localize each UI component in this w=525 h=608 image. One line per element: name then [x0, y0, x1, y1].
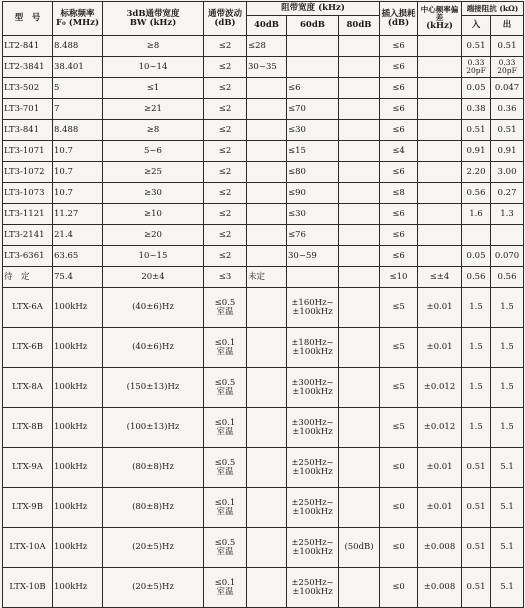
cell-zin: 1.5: [462, 288, 491, 328]
cell-s80: [339, 225, 380, 246]
table-header: [3, 2, 524, 36]
cell-cdev: [418, 183, 462, 204]
cell-model: LT2-841: [3, 36, 53, 57]
cell-s40: [247, 204, 287, 225]
cell-model: LTX-6B: [3, 328, 53, 368]
cell-stop-range: [287, 528, 339, 568]
cell-ripple: [204, 368, 247, 408]
cell-zin: [462, 225, 491, 246]
cell-bw: (20±5)Hz: [103, 528, 204, 568]
stop-range-from: ±250Hz~: [291, 497, 334, 508]
cell-cdev: [418, 162, 462, 183]
stop-range-to: ±100kHz: [292, 506, 333, 517]
cell-ripple: [204, 568, 247, 608]
cell-bw: ≥8: [103, 36, 204, 57]
cell-il: ≤6: [380, 120, 418, 141]
cell-model: LTX-10A: [3, 528, 53, 568]
cell-bw: 10~15: [103, 246, 204, 267]
cell-bw: (80±8)Hz: [103, 488, 204, 528]
ripple-condition: 室温: [216, 386, 234, 397]
cell-s40: [247, 183, 287, 204]
cell-s40: [247, 246, 287, 267]
cell-ripple: [204, 488, 247, 528]
cell-stop-range: [287, 488, 339, 528]
cell-s80: [339, 57, 380, 78]
cell-model: LTX-8A: [3, 368, 53, 408]
ripple-value: ≤0.5: [214, 297, 236, 308]
cell-il: ≤0: [380, 488, 418, 528]
cell-zin: 1.6: [462, 204, 491, 225]
ripple-value: ≤0.5: [214, 377, 236, 388]
header-imp-out: 出: [491, 16, 524, 36]
header-nominal-freq-unit: F₀ (MHz): [55, 17, 100, 28]
cell-s60: ≤76: [287, 225, 339, 246]
cell-ripple: [204, 288, 247, 328]
cell-ripple: ≤2: [204, 78, 247, 99]
cell-il: ≤6: [380, 246, 418, 267]
cell-cdev: ±0.01: [418, 448, 462, 488]
cell-model: LTX-10B: [3, 568, 53, 608]
table-body-lt: [3, 36, 524, 288]
table-row: [3, 141, 524, 162]
cell-s40: [247, 328, 287, 368]
cell-model: LT3-6361: [3, 246, 53, 267]
cell-s60: ≤70: [287, 99, 339, 120]
cell-s40: [247, 120, 287, 141]
cell-s60: ≤15: [287, 141, 339, 162]
cell-s60: ≤30: [287, 204, 339, 225]
cell-model: LT3-2141: [3, 225, 53, 246]
cell-ripple: [204, 408, 247, 448]
cell-s40: [247, 288, 287, 328]
cell-ripple: ≤2: [204, 246, 247, 267]
cell-il: ≤5: [380, 408, 418, 448]
cell-s60: ≤30: [287, 120, 339, 141]
cell-bw: ≥30: [103, 183, 204, 204]
header-il-unit: (dB): [387, 17, 410, 28]
cell-f0: 38.401: [53, 57, 103, 78]
cell-s60: [287, 267, 339, 288]
cell-cdev: [418, 57, 462, 78]
cell-f0: 100kHz: [53, 488, 103, 528]
cell-bw: ≥20: [103, 225, 204, 246]
cell-s80: [339, 288, 380, 328]
cell-il: ≤5: [380, 328, 418, 368]
cell-zout: 0.56: [491, 267, 524, 288]
cell-zin: 0.51: [462, 488, 491, 528]
cell-il: ≤0: [380, 568, 418, 608]
cell-zin: 1.5: [462, 368, 491, 408]
ripple-condition: 室温: [216, 306, 234, 317]
cell-zout: 3.00: [491, 162, 524, 183]
stop-range-to: ±100kHz: [292, 426, 333, 437]
cell-bw: ≥25: [103, 162, 204, 183]
cell-s40: 30~35: [247, 57, 287, 78]
cell-f0: 100kHz: [53, 528, 103, 568]
ripple-value: ≤0.1: [214, 577, 236, 588]
cell-bw: (40±6)Hz: [103, 288, 204, 328]
cell-cdev: [418, 204, 462, 225]
cell-f0: 75.4: [53, 267, 103, 288]
cell-s40: [247, 99, 287, 120]
cell-ripple: ≤2: [204, 204, 247, 225]
table-row: [3, 57, 524, 78]
cell-model: LTX-6A: [3, 288, 53, 328]
cell-il: ≤0: [380, 448, 418, 488]
stop-range-from: ±160Hz~: [291, 297, 334, 308]
cell-il: ≤6: [380, 36, 418, 57]
cell-s80: [339, 120, 380, 141]
cell-s60: [287, 57, 339, 78]
cell-s80: [339, 36, 380, 57]
cell-bw: ≤1: [103, 78, 204, 99]
table-row: [3, 328, 524, 368]
header-impedance: 端接阻抗 (kΩ): [462, 2, 524, 16]
header-cdev-label: 中心频率偏差: [420, 5, 459, 22]
cell-s80: [339, 162, 380, 183]
cell-s40: [247, 448, 287, 488]
cell-stop-range: [287, 568, 339, 608]
cell-f0: 10.7: [53, 183, 103, 204]
cell-zin: 0.56: [462, 183, 491, 204]
cell-stop-range: [287, 288, 339, 328]
header-ripple: [204, 2, 247, 36]
stop-range-from: ±250Hz~: [291, 537, 334, 548]
cell-ripple: [204, 528, 247, 568]
cell-ripple: ≤2: [204, 99, 247, 120]
cell-bw: ≥10: [103, 204, 204, 225]
cell-zout: 0.047: [491, 78, 524, 99]
header-ripple-unit: (dB): [214, 17, 236, 28]
cell-il: ≤10: [380, 267, 418, 288]
cell-s40: [247, 568, 287, 608]
cell-ripple: ≤2: [204, 36, 247, 57]
cell-s40: [247, 368, 287, 408]
ripple-condition: 室温: [216, 546, 234, 557]
cell-ripple: [204, 448, 247, 488]
cell-zin: 0.51: [462, 36, 491, 57]
cell-s40: 未定: [247, 267, 287, 288]
cell-zin: 0.51: [462, 568, 491, 608]
cell-model: LT3-1072: [3, 162, 53, 183]
cell-cdev: [418, 78, 462, 99]
cell-f0: 100kHz: [53, 288, 103, 328]
cell-model: LT2-3841: [3, 57, 53, 78]
stop-range-from: ±180Hz~: [291, 337, 334, 348]
cell-ripple: ≤2: [204, 225, 247, 246]
cell-bw: (100±13)Hz: [103, 408, 204, 448]
stop-range-from: ±250Hz~: [291, 577, 334, 588]
cell-bw: 10~14: [103, 57, 204, 78]
header-insertion-loss: [380, 2, 418, 36]
cell-il: ≤6: [380, 204, 418, 225]
header-bw3db-unit: BW (kHz): [129, 17, 177, 28]
cell-cdev: ±0.008: [418, 568, 462, 608]
cell-bw: 5~6: [103, 141, 204, 162]
cell-cdev: [418, 36, 462, 57]
table-row: [3, 568, 524, 608]
cell-s80: [339, 267, 380, 288]
header-imp-in: 入: [462, 16, 491, 36]
stop-range-from: ±250Hz~: [291, 457, 334, 468]
cell-zout: 0.070: [491, 246, 524, 267]
cell-zout: 1.5: [491, 408, 524, 448]
cell-il: ≤5: [380, 368, 418, 408]
stop-range-to: ±100kHz: [292, 586, 333, 597]
stop-range-to: ±100kHz: [292, 546, 333, 557]
ripple-condition: 室温: [216, 426, 234, 437]
table-row: [3, 120, 524, 141]
cell-zin: 0.38: [462, 99, 491, 120]
cell-s40: [247, 78, 287, 99]
ripple-value: ≤0.1: [214, 337, 236, 348]
header-il-label: 插入损耗: [381, 8, 416, 19]
cell-zout: 5.1: [491, 568, 524, 608]
cell-f0: 100kHz: [53, 408, 103, 448]
table-row: [3, 183, 524, 204]
cell-f0: 100kHz: [53, 368, 103, 408]
cell-f0: 10.7: [53, 141, 103, 162]
cell-f0: 63.65: [53, 246, 103, 267]
cell-s60: ≤6: [287, 78, 339, 99]
cell-s80: [339, 78, 380, 99]
cell-f0: 100kHz: [53, 328, 103, 368]
table-row: [3, 267, 524, 288]
cell-il: ≤6: [380, 225, 418, 246]
cell-cdev: ±0.008: [418, 528, 462, 568]
cell-s80: [339, 246, 380, 267]
cell-s80: [339, 204, 380, 225]
cell-zin: 2.20: [462, 162, 491, 183]
stop-range-to: ±100kHz: [292, 346, 333, 357]
cell-ripple: ≤2: [204, 120, 247, 141]
cell-s80: [339, 568, 380, 608]
cell-s40: [247, 225, 287, 246]
stop-range-from: ±300Hz~: [291, 377, 334, 388]
cell-s80: [339, 488, 380, 528]
cell-s40: [247, 408, 287, 448]
cell-cdev: ±0.01: [418, 328, 462, 368]
cell-zin: 0.56: [462, 267, 491, 288]
header-stop80: 80dB: [339, 16, 380, 36]
ripple-value: ≤0.1: [214, 497, 236, 508]
cell-f0: 8.488: [53, 120, 103, 141]
cell-f0: 21.4: [53, 225, 103, 246]
cell-s40: [247, 488, 287, 528]
cell-zout: 5.1: [491, 488, 524, 528]
cell-zout: [491, 225, 524, 246]
table-row: [3, 204, 524, 225]
cell-f0: 100kHz: [53, 568, 103, 608]
filter-spec-table: [2, 1, 524, 608]
cell-zout: 1.5: [491, 368, 524, 408]
cell-bw: 20±4: [103, 267, 204, 288]
cell-stop-range: [287, 368, 339, 408]
table-row: [3, 225, 524, 246]
cell-ripple: [204, 328, 247, 368]
table-row: [3, 288, 524, 328]
cell-cdev: [418, 120, 462, 141]
cell-s80: [339, 141, 380, 162]
cell-zout: 0.27: [491, 183, 524, 204]
ripple-value: ≤0.5: [214, 537, 236, 548]
table-row: [3, 528, 524, 568]
cell-stop-range: [287, 448, 339, 488]
cell-model: LT3-502: [3, 78, 53, 99]
ripple-value: ≤0.1: [214, 417, 236, 428]
cell-zin: 0.51: [462, 120, 491, 141]
cell-stop-range: [287, 408, 339, 448]
table-row: [3, 78, 524, 99]
cell-il: ≤4: [380, 141, 418, 162]
cell-model: LTX-8B: [3, 408, 53, 448]
cell-il: ≤8: [380, 183, 418, 204]
cell-s60: ≤90: [287, 183, 339, 204]
cell-s80: [339, 328, 380, 368]
cell-bw: (20±5)Hz: [103, 568, 204, 608]
cell-zin: 1.5: [462, 328, 491, 368]
cell-zout: 1.3: [491, 204, 524, 225]
cell-cdev: ±0.01: [418, 488, 462, 528]
cell-il: ≤5: [380, 288, 418, 328]
cell-cdev: [418, 225, 462, 246]
cell-bw: (80±8)Hz: [103, 448, 204, 488]
cell-s60: [287, 36, 339, 57]
cell-zin: 0.05: [462, 246, 491, 267]
stop-range-to: ±100kHz: [292, 306, 333, 317]
table-row: [3, 36, 524, 57]
table-row: [3, 99, 524, 120]
header-nominal-freq: [53, 2, 103, 36]
cell-zout: 0.51: [491, 120, 524, 141]
cell-cdev: ±0.012: [418, 408, 462, 448]
cell-s40: ≤28: [247, 36, 287, 57]
cell-f0: 100kHz: [53, 448, 103, 488]
table-row: [3, 368, 524, 408]
cell-zout: 0.33 20pF: [491, 57, 524, 78]
header-bw3db: [103, 2, 204, 36]
stop-range-to: ±100kHz: [292, 386, 333, 397]
cell-model: LTX-9B: [3, 488, 53, 528]
cell-cdev: ±0.012: [418, 368, 462, 408]
cell-cdev: [418, 99, 462, 120]
ripple-value: ≤0.5: [214, 457, 236, 468]
cell-bw: (150±13)Hz: [103, 368, 204, 408]
cell-s80: [339, 368, 380, 408]
cell-cdev: [418, 246, 462, 267]
cell-cdev: ≤±4: [418, 267, 462, 288]
cell-s80: [339, 408, 380, 448]
header-cdev-unit: (kHz): [426, 21, 453, 31]
cell-zout: 1.5: [491, 328, 524, 368]
cell-f0: 10.7: [53, 162, 103, 183]
cell-model: 待 定: [3, 267, 53, 288]
cell-zout: 0.51: [491, 36, 524, 57]
cell-ripple: ≤2: [204, 57, 247, 78]
cell-il: ≤6: [380, 99, 418, 120]
cell-bw: ≥21: [103, 99, 204, 120]
cell-ripple: ≤2: [204, 183, 247, 204]
header-stopband: 阻带宽度 (kHz): [247, 2, 380, 16]
cell-zin: 0.51: [462, 528, 491, 568]
header-stop60: 60dB: [287, 16, 339, 36]
cell-model: LT3-1121: [3, 204, 53, 225]
cell-zin: 0.91: [462, 141, 491, 162]
cell-bw: ≥8: [103, 120, 204, 141]
cell-zout: 0.36: [491, 99, 524, 120]
cell-zin: 0.33 20pF: [462, 57, 491, 78]
cell-cdev: [418, 141, 462, 162]
cell-s80: [339, 99, 380, 120]
cell-s80: [339, 183, 380, 204]
cell-stop-range: [287, 328, 339, 368]
cell-zout: 5.1: [491, 528, 524, 568]
cell-s80: [339, 448, 380, 488]
cell-ripple: ≤2: [204, 141, 247, 162]
cell-s40: [247, 141, 287, 162]
header-model: 型 号: [3, 2, 53, 36]
cell-model: LT3-841: [3, 120, 53, 141]
cell-model: LTX-9A: [3, 448, 53, 488]
table-row: [3, 408, 524, 448]
table-row: [3, 488, 524, 528]
cell-f0: 7: [53, 99, 103, 120]
cell-zout: 5.1: [491, 448, 524, 488]
stop-range-from: ±300Hz~: [291, 417, 334, 428]
cell-zin: 0.51: [462, 448, 491, 488]
cell-s60: 30~59: [287, 246, 339, 267]
cell-ripple: ≤2: [204, 162, 247, 183]
cell-il: ≤6: [380, 162, 418, 183]
cell-model: LT3-1071: [3, 141, 53, 162]
cell-model: LT3-1073: [3, 183, 53, 204]
cell-s40: [247, 162, 287, 183]
cell-il: ≤0: [380, 528, 418, 568]
cell-zin: 0.05: [462, 78, 491, 99]
cell-cdev: ±0.01: [418, 288, 462, 328]
cell-s80: (50dB): [339, 528, 380, 568]
header-bw3db-label: 3dB通带宽度: [126, 8, 180, 19]
cell-bw: (40±6)Hz: [103, 328, 204, 368]
cell-f0: 8.488: [53, 36, 103, 57]
ripple-condition: 室温: [216, 466, 234, 477]
cell-s60: ≤80: [287, 162, 339, 183]
cell-model: LT3-701: [3, 99, 53, 120]
table-row: [3, 448, 524, 488]
cell-zout: 1.5: [491, 288, 524, 328]
header-stop40: 40dB: [247, 16, 287, 36]
cell-s40: [247, 528, 287, 568]
cell-f0: 11.27: [53, 204, 103, 225]
cell-zin: 1.5: [462, 408, 491, 448]
cell-zout: 0.91: [491, 141, 524, 162]
header-ripple-label: 通带波动: [207, 8, 242, 19]
stop-range-to: ±100kHz: [292, 466, 333, 477]
header-center-dev: [418, 2, 462, 36]
cell-il: ≤6: [380, 78, 418, 99]
table-row: [3, 246, 524, 267]
ripple-condition: 室温: [216, 346, 234, 357]
ripple-condition: 室温: [216, 506, 234, 517]
header-nominal-freq-label: 标称频率: [60, 8, 95, 19]
table-row: [3, 162, 524, 183]
ripple-condition: 室温: [216, 586, 234, 597]
cell-ripple: ≤3: [204, 267, 247, 288]
cell-f0: 5: [53, 78, 103, 99]
cell-il: ≤6: [380, 57, 418, 78]
